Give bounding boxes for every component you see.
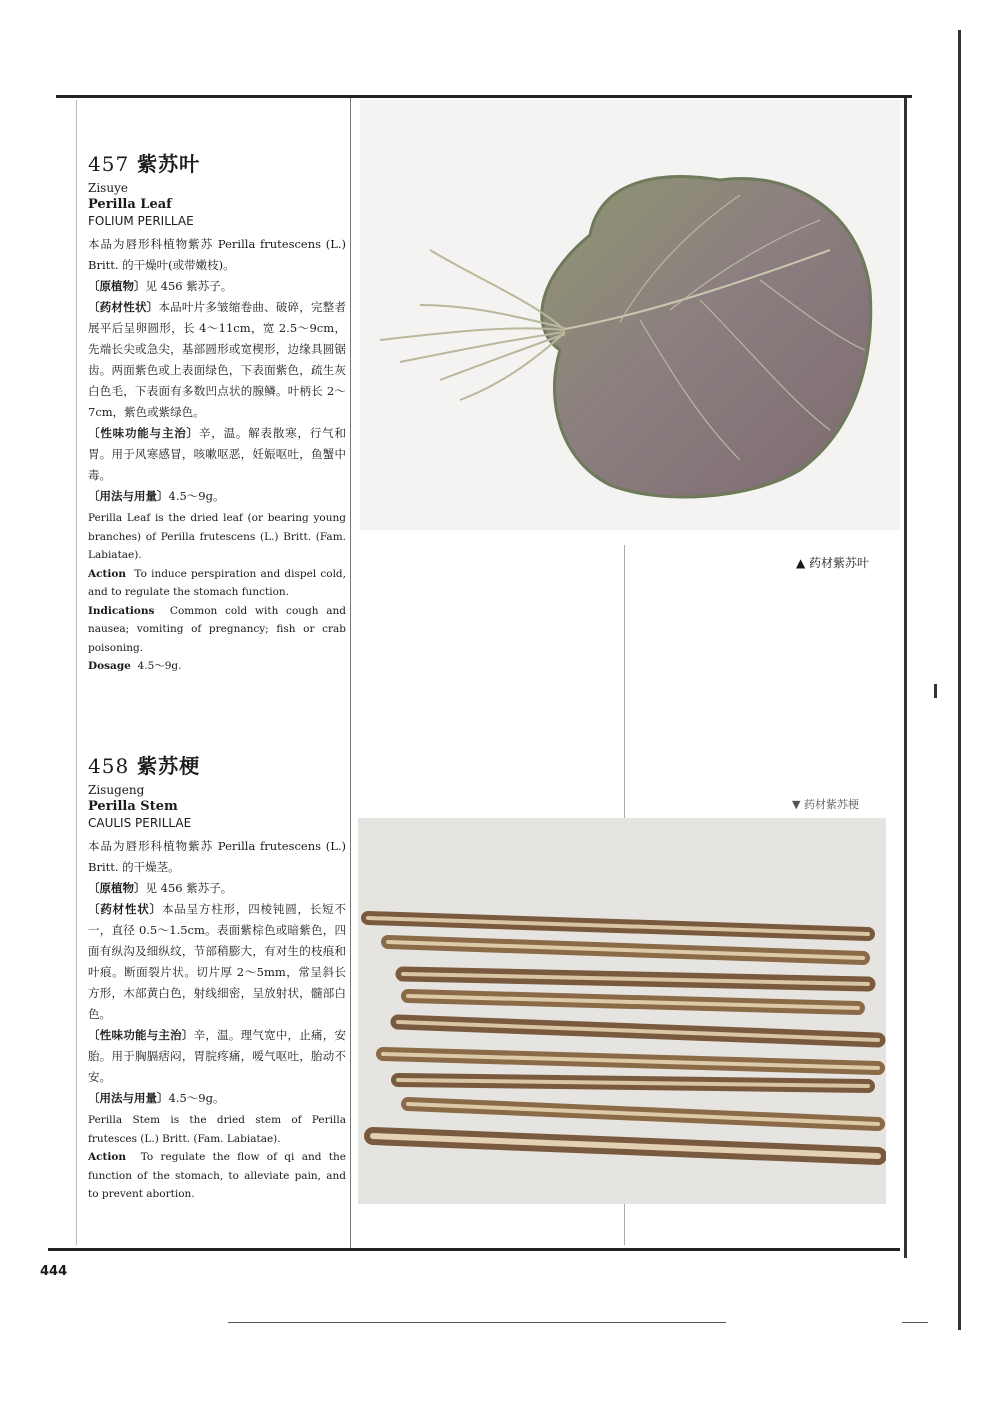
plant-text: 见 456 紫苏子。 (145, 279, 233, 293)
plant-label: 〔原植物〕 (88, 881, 146, 895)
plant-para (88, 878, 346, 899)
entry-name-zh: 紫苏叶 (137, 152, 201, 176)
indications-para (88, 602, 346, 658)
function-text: 辛，温。解表散寒，行气和胃。用于风寒感冒，咳嗽呕恶，妊娠呕吐，鱼蟹中毒。 (88, 426, 347, 482)
top-rule (56, 95, 912, 98)
plant-label: 〔原植物〕 (88, 279, 146, 293)
character-label: 〔药材性状〕 (88, 902, 162, 916)
action-para (88, 565, 346, 602)
entry-name-en: Perilla Stem (88, 799, 178, 814)
column-divider (350, 98, 351, 1248)
side-tick (934, 684, 937, 698)
dosage-label: Dosage (88, 660, 131, 672)
desc-en: Perilla Stem is the dried stem of Perilla frutesces (L.) Britt. (Fam. Labiatae). (88, 1114, 346, 1145)
entry-pinyin: Zisugeng (88, 783, 145, 797)
action-label: Action (88, 567, 127, 580)
function-para (88, 423, 346, 486)
leaf-illustration (360, 100, 900, 530)
function-label: 〔性味功能与主治〕 (88, 1028, 194, 1042)
action-para (88, 1148, 346, 1204)
character-para (88, 297, 346, 423)
entry-number: 458 (88, 754, 130, 778)
character-text: 本品叶片多皱缩卷曲、破碎，完整者展平后呈卵圆形，长 4～11cm，宽 2.5～9cm，先端长尖或急尖，基部圆形或宽楔形，边缘具圆锯齿。两面紫色或上表面绿色，下表面紫色，疏生灰白色毛，下表面有多数凹点状的腺鳞。叶柄长 2～7cm，紫色或紫绿色。 (88, 300, 347, 419)
usage-para (88, 486, 346, 507)
left-margin-mark (76, 100, 77, 1245)
intro-zh: 本品为唇形科植物紫苏 Perilla frutescens (L.) Britt. 的干燥叶(或带嫩枝)。 (88, 237, 346, 272)
usage-para (88, 1088, 346, 1109)
usage-label: 〔用法与用量〕 (88, 489, 169, 503)
usage-text: 4.5～9g。 (168, 1091, 225, 1105)
character-para (88, 899, 346, 1025)
function-text: 辛，温。理气宽中，止痛，安胎。用于胸膈痞闷，胃脘疼痛，嗳气呕吐，胎动不安。 (88, 1028, 347, 1084)
entry-name-zh: 紫苏梗 (137, 754, 201, 778)
entry-name-latin: CAULIS PERILLAE (88, 816, 192, 830)
dosage-text: 4.5～9g. (137, 660, 182, 672)
action-text: To regulate the flow of qi and the function of the stomach, to alleviate pain, and to prevent abortion. (88, 1151, 346, 1200)
character-text: 本品呈方柱形，四棱钝圆，长短不一，直径 0.5～1.5cm。表面紫棕色或暗紫色，四面有纵沟及细纵纹，节部稍膨大，有对生的枝痕和叶痕。断面裂片状。切片厚 2～5mm，常呈斜长方形，木部黄白色，射线细密，呈放射状，髓部白色。 (88, 902, 347, 1021)
usage-text: 4.5～9g。 (168, 489, 225, 503)
page-edge (958, 30, 961, 1330)
indications-text: Common cold with cough and nausea; vomiting of pregnancy; fish or crab poisoning. (88, 604, 346, 654)
entry-title (88, 148, 346, 177)
perilla-stem-photo (358, 818, 886, 1204)
page-number: 444 (40, 1264, 68, 1279)
footer-rule-short (902, 1322, 928, 1323)
action-text: To induce perspiration and dispel cold, and to regulate the stomach function. (88, 567, 346, 598)
footer-rule (228, 1322, 726, 1323)
indications-label: Indications (88, 604, 155, 617)
plant-para (88, 276, 346, 297)
action-label: Action (88, 1151, 127, 1163)
caption-leaf: ▲ 药材紫苏叶 (796, 556, 870, 570)
intro-zh: 本品为唇形科植物紫苏 Perilla frutescens (L.) Britt. 的干燥茎。 (88, 839, 346, 874)
dosage-para (88, 657, 346, 676)
entry-name-latin: FOLIUM PERILLAE (88, 214, 194, 228)
bottom-rule (48, 1248, 900, 1251)
character-label: 〔药材性状〕 (88, 300, 159, 314)
stems-illustration (358, 818, 886, 1204)
entry-title (88, 750, 346, 779)
entry-name-en: Perilla Leaf (88, 197, 172, 212)
perilla-leaf-photo (360, 100, 900, 530)
plant-text: 见 456 紫苏子。 (145, 881, 233, 895)
desc-en: Perilla Leaf is the dried leaf (or bearing young branches) of Perilla frutescens (L.) Britt. (Fam. Labiatae). (88, 512, 346, 561)
usage-label: 〔用法与用量〕 (88, 1091, 169, 1105)
entry-number: 457 (88, 152, 130, 176)
function-para (88, 1025, 346, 1088)
function-label: 〔性味功能与主治〕 (88, 426, 199, 440)
right-frame (904, 98, 907, 1258)
entry-458 (88, 750, 346, 1204)
entry-pinyin: Zisuye (88, 181, 128, 195)
entry-457 (88, 148, 346, 676)
caption-stem: ▼ 药材紫苏梗 (792, 798, 859, 811)
